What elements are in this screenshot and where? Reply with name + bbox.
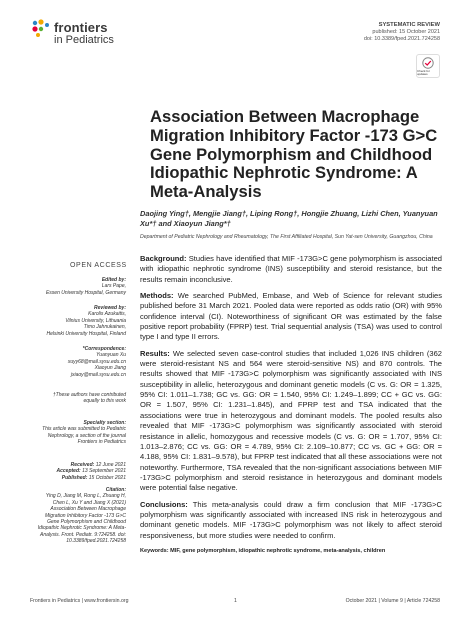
background-label: Background: bbox=[140, 254, 187, 263]
reviewer-line: Karolis Azukaitis, bbox=[88, 311, 126, 318]
correspondent-name: Yuanyuan Xu bbox=[96, 352, 126, 359]
abstract-conclusions bbox=[140, 500, 442, 541]
editor-line: Essen University Hospital, Germany bbox=[45, 289, 126, 296]
citation-block bbox=[34, 487, 126, 545]
article-title: Association Between Macrophage Migration Inhibitory Factor -173 G>C Gene Polymorphism and Childhood Idiopathic Nephrotic Syndrome: A Meta-Analysis bbox=[150, 107, 438, 202]
correspondent-email[interactable]: jxiaoy@mail.sysu.edu.cn bbox=[70, 371, 126, 378]
abstract bbox=[140, 254, 442, 555]
edited-by-label: Edited by: bbox=[101, 277, 126, 283]
conclusions-text: This meta-analysis could draw a firm conclusion that MIF -173G>C polymorphism was significantly associated with increased INS risk in heterozygous and dominant genetic models. MIF -173G>C polymorphism was not likely to affect steroid responsiveness, but more studies were needed to confirm. bbox=[140, 499, 442, 540]
affiliation: Department of Pediatric Nephrology and Rheumatology, The First Affiliated Hospital, Sun Yat-sen University, Guangzhou, China bbox=[140, 234, 433, 240]
published-label: Published: bbox=[61, 474, 88, 481]
specialty-block bbox=[40, 420, 126, 446]
citation-text: Ying D, Jiang M, Rong L, Zhuang H, Chen L, Xu Y and Jiang X (2021) Association Between Macrophage Migration Inhibitory Factor -173 G>C Gene Polymorphism and Childhood Idiopathic Nephrotic Syndrome: A Meta-Analysis. Front. Pediatr. 9:724258. doi: 10.3389/fped.2021.724258 bbox=[37, 493, 126, 545]
footer-journal[interactable]: Frontiers in Pediatrics | www.frontiersin.org bbox=[30, 598, 129, 604]
editor-line: Lars Pape, bbox=[101, 283, 126, 290]
methods-text: We searched PubMed, Embase, and Web of Science for relevant studies published before 31 March 2021. Pooled data were reported as odds ratio (OR) with 95% confidence interval (CI). Noteworthiness of significant OR was estimated by the false positive report probability (FPRP) test. Trial sequential analysis (TSA) was used to control type I and type II errors. bbox=[140, 291, 442, 342]
equal-contribution-note: †These authors have contributed equally to this work bbox=[52, 392, 126, 405]
keywords bbox=[140, 547, 442, 555]
published-date: published: 15 October 2021 bbox=[372, 29, 440, 35]
check-updates-label: Check for updates bbox=[417, 68, 430, 76]
results-label: Results: bbox=[140, 348, 170, 358]
results-text: We selected seven case-control studies that included 1,026 INS children (362 were steroid-resistant NS and 564 were steroid-sensitive NS) and 870 controls. The results showed that MIF -173G>C polymorphism was significantly associated with INS susceptibility in allelic, heterozygous and dominant genetic models (C vs. G: OR = 1.325, 95% CI: 1.011–1.738; GC vs. GG: OR = 1.540, 95% CI: 1.249–1.899; CC + GC vs. GG: OR = 1.507, 95% CI: 1.231–1.845), and FPRP test and TSA indicated that the associations were true in heterozygous and dominant models. The pooled results also revealed that MIF -173G>C polymorphism was significantly associated with steroid resistance in allelic, homozygous and recessive models (C vs. G: OR = 1.707, 95% CI: 1.013–2.876; CC vs. GG: OR = 4.789, 95% CI: 2.109–10.877; CC vs. GC + GG: OR = 4.188, 95% CI: 1.831–9.578), but FPRP test indicated that all these associations were not noteworthy. Furthermore, TSA revealed that the non-significant associations between MIF -173G>C polymorphism and steroid resistance in heterozygous and dominant models were potential false negative. bbox=[140, 348, 442, 493]
author-list: Daojing Ying†, Mengjie Jiang†, Liping Rong†, Hongjie Zhuang, Lizhi Chen, Yuanyuan Xu*† and Xiaoyun Jiang*† bbox=[140, 209, 438, 228]
reviewed-by-label: Reviewed by: bbox=[94, 305, 126, 311]
correspondence-label: *Correspondence: bbox=[82, 346, 126, 352]
reviewer-line: Timo Jahnukainen, bbox=[83, 324, 126, 331]
footer-volume: October 2021 | Volume 9 | Article 724258 bbox=[345, 598, 440, 604]
abstract-methods bbox=[140, 291, 442, 343]
check-updates-icon bbox=[422, 57, 434, 69]
specialty-label: Specialty section: bbox=[83, 420, 126, 426]
reviewer-line: Vilnius University, Lithuania bbox=[65, 317, 126, 324]
correspondent-email[interactable]: xuyy68@mail.sysu.edu.cn bbox=[67, 358, 126, 365]
methods-label: Methods: bbox=[140, 291, 174, 301]
received-label: Received: bbox=[70, 462, 95, 468]
doi[interactable]: doi: 10.3389/fped.2021.724258 bbox=[363, 36, 440, 42]
correspondence-block bbox=[30, 346, 126, 378]
background-text: Studies have identified that MIF -173G>C gene polymorphism is associated with idiopathic nephrotic syndrome (INS) susceptibility and steroid resistance, but the results remain inconclusive. bbox=[140, 254, 442, 284]
citation-label: Citation: bbox=[105, 487, 126, 493]
accepted-label: Accepted: bbox=[56, 468, 81, 475]
abstract-results bbox=[140, 349, 442, 494]
specialty-text: This article was submitted to Pediatric Nephrology, a section of the journal Frontiers in Pediatrics bbox=[42, 426, 126, 446]
abstract-background bbox=[140, 254, 442, 285]
page-number: 1 bbox=[234, 598, 237, 604]
open-access-label: OPEN ACCESS bbox=[70, 262, 127, 269]
article-meta bbox=[364, 22, 440, 43]
journal-logo-subtitle: in Pediatrics bbox=[54, 34, 114, 46]
conclusions-label: Conclusions: bbox=[140, 499, 188, 509]
keywords-label: Keywords: bbox=[140, 547, 169, 554]
dates-block bbox=[30, 462, 126, 481]
article-type: SYSTEMATIC REVIEW bbox=[378, 22, 440, 28]
accepted-date: 13 September 2021 bbox=[82, 468, 126, 475]
received-date: 12 June 2021 bbox=[95, 462, 126, 468]
keywords-text: MIF, gene polymorphism, idiopathic nephrotic syndrome, meta-analysis, children bbox=[170, 547, 386, 554]
published-date-side: 15 October 2021 bbox=[88, 474, 126, 481]
correspondent-name: Xiaoyun Jiang bbox=[94, 365, 126, 372]
check-updates-button[interactable] bbox=[416, 54, 440, 78]
edited-by-block bbox=[30, 277, 126, 296]
journal-logo-name: frontiers bbox=[54, 20, 108, 35]
reviewed-by-block bbox=[30, 305, 126, 337]
reviewer-line: Helsinki University Hospital, Finland bbox=[46, 330, 126, 337]
